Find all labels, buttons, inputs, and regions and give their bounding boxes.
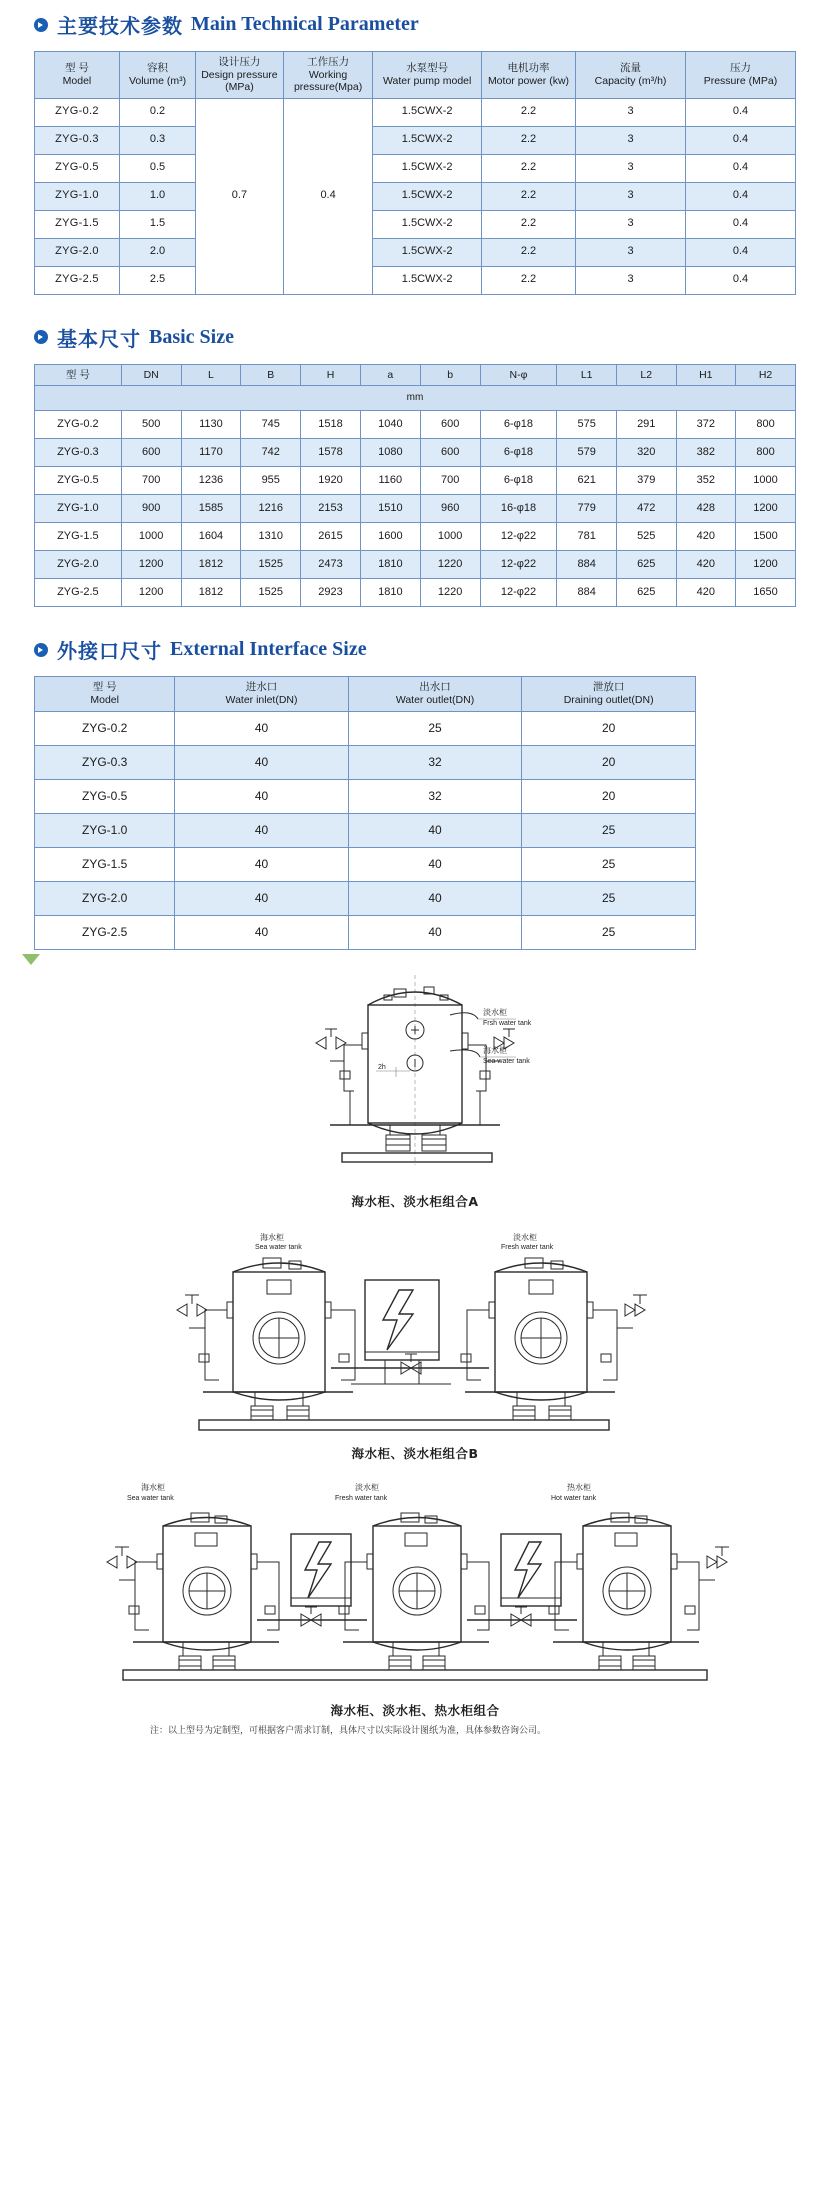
- cell-pump: 1.5CWX-2: [373, 210, 481, 238]
- header-row: [35, 677, 696, 711]
- table-row: [35, 154, 796, 182]
- th-h1: H1: [676, 364, 736, 386]
- th-outlet-cn: 出水口: [419, 681, 451, 694]
- cell-dn: 1000: [121, 523, 181, 551]
- section-heading-technical: [34, 10, 830, 39]
- cell-h1: 420: [676, 523, 736, 551]
- th-pump-model-en: Water pump model: [383, 74, 472, 87]
- table-row: [35, 495, 796, 523]
- footnote: 注：以上型号为定制型，可根据客户需求订制，具体尺寸以实际设计图纸为准，具体参数咨询公司。: [150, 1725, 547, 1736]
- section-title-cn: 外接口尺寸: [57, 639, 162, 664]
- cell-pump: 1.5CWX-2: [373, 238, 481, 266]
- table-header: [35, 52, 796, 99]
- cell-n-phi: 16-φ18: [480, 495, 557, 523]
- label-sea-water-tank-en: Sea water tank: [255, 1243, 302, 1251]
- label-fresh-water-tank-cn: 淡水柜: [513, 1232, 537, 1242]
- diagram-a-svg: [135, 971, 695, 1186]
- basic-size-table: [34, 364, 796, 608]
- th-pressure-en: Pressure (MPa): [703, 74, 778, 87]
- section-title-cn: 主要技术参数: [57, 14, 183, 38]
- figures-section: [0, 971, 830, 1739]
- cell-inlet: 40: [175, 711, 348, 745]
- cell-model: ZYG-1.5: [35, 210, 120, 238]
- cell-drain: 25: [522, 915, 696, 949]
- cell-capacity: 3: [576, 266, 686, 294]
- table-row: [35, 266, 796, 294]
- cell-model: ZYG-0.3: [35, 126, 120, 154]
- th-outlet-en: Water outlet(DN): [395, 693, 475, 706]
- cell-dn: 900: [121, 495, 181, 523]
- cell-h2: 1500: [736, 523, 796, 551]
- label-fresh-water-tank-en: Fresh water tank: [501, 1243, 554, 1251]
- cell-pressure: 0.4: [685, 182, 795, 210]
- cell-l1: 579: [557, 439, 617, 467]
- label-fresh-water-tank-en: Fresh water tank: [335, 1494, 388, 1502]
- cell-l: 1812: [181, 551, 241, 579]
- cell-drain: 20: [522, 711, 696, 745]
- cell-volume: 2.5: [119, 266, 195, 294]
- table-body: [35, 98, 796, 294]
- cell-inlet: 40: [175, 779, 348, 813]
- cell-pressure: 0.4: [685, 154, 795, 182]
- cell-motor: 2.2: [481, 98, 575, 126]
- cell-l1: 575: [557, 411, 617, 439]
- cell-model: ZYG-0.2: [35, 98, 120, 126]
- cell-l2: 291: [616, 411, 676, 439]
- cell-inlet: 40: [175, 813, 348, 847]
- label-fresh-water-tank-cn: 淡水柜: [355, 1482, 379, 1492]
- cell-a: 1810: [360, 551, 420, 579]
- cell-dn: 1200: [121, 551, 181, 579]
- cell-drain: 20: [522, 745, 696, 779]
- cell-l2: 625: [616, 551, 676, 579]
- table-body: [35, 411, 796, 607]
- table-row: [35, 411, 796, 439]
- cell-l1: 621: [557, 467, 617, 495]
- table-row: [35, 467, 796, 495]
- table-row: [35, 126, 796, 154]
- cell-b-lower: 700: [420, 467, 480, 495]
- th-pressure: [685, 52, 795, 99]
- cell-inlet: 40: [175, 881, 348, 915]
- section-title-cn: 基本尺寸: [57, 326, 141, 351]
- table-row: [35, 523, 796, 551]
- cell-h1: 382: [676, 439, 736, 467]
- cell-h2: 800: [736, 439, 796, 467]
- cell-h: 2473: [301, 551, 361, 579]
- th-l: L: [181, 364, 241, 386]
- th-model: 型 号: [35, 364, 122, 386]
- th-capacity-en: Capacity (m³/h): [594, 74, 667, 87]
- figure-c-labels: [127, 1482, 597, 1502]
- section-title-en: Main Technical Parameter: [191, 13, 419, 35]
- cell-pump: 1.5CWX-2: [373, 126, 481, 154]
- th-a: a: [360, 364, 420, 386]
- cell-h: 2153: [301, 495, 361, 523]
- th-model: [35, 677, 175, 711]
- cell-l1: 884: [557, 579, 617, 607]
- th-b-lower: b: [420, 364, 480, 386]
- cell-l: 1236: [181, 467, 241, 495]
- th-capacity-cn: 流量: [620, 62, 642, 75]
- cell-pressure: 0.4: [685, 210, 795, 238]
- cell-motor: 2.2: [481, 126, 575, 154]
- cell-l: 1604: [181, 523, 241, 551]
- label-sea-water-tank-en: Sea water tank: [483, 1057, 530, 1065]
- cell-n-phi: 12-φ22: [480, 523, 557, 551]
- cell-h: 1578: [301, 439, 361, 467]
- cell-b: 955: [241, 467, 301, 495]
- cell-motor: 2.2: [481, 154, 575, 182]
- cell-pump: 1.5CWX-2: [373, 98, 481, 126]
- label-sea-water-tank-en: Sea water tank: [127, 1494, 174, 1502]
- basic-size-table-wrap: [34, 364, 830, 608]
- cell-h2: 1200: [736, 551, 796, 579]
- label-fresh-water-tank-cn: 淡水柜: [483, 1007, 507, 1017]
- cell-h1: 420: [676, 579, 736, 607]
- cell-pressure: 0.4: [685, 98, 795, 126]
- cell-outlet: 40: [348, 813, 522, 847]
- cell-b: 745: [241, 411, 301, 439]
- cell-l2: 472: [616, 495, 676, 523]
- th-model-cn: 型 号: [65, 62, 89, 75]
- cell-l: 1130: [181, 411, 241, 439]
- th-pump-model-cn: 水泵型号: [406, 62, 449, 75]
- label-sea-water-tank-cn: 海水柜: [483, 1045, 507, 1055]
- th-model-en: Model: [62, 74, 92, 87]
- th-l1: L1: [557, 364, 617, 386]
- cell-h2: 800: [736, 411, 796, 439]
- cell-pump: 1.5CWX-2: [373, 154, 481, 182]
- cell-a: 1040: [360, 411, 420, 439]
- cell-h2: 1000: [736, 467, 796, 495]
- cell-pressure: 0.4: [685, 126, 795, 154]
- th-b: B: [241, 364, 301, 386]
- cell-n-phi: 12-φ22: [480, 579, 557, 607]
- th-model-en: Model: [90, 693, 119, 706]
- th-inlet-en: Water inlet(DN): [225, 693, 298, 706]
- cell-capacity: 3: [576, 154, 686, 182]
- table-row: [35, 210, 796, 238]
- cell-model: ZYG-1.0: [35, 813, 175, 847]
- cell-drain: 25: [522, 847, 696, 881]
- cell-b: 1525: [241, 579, 301, 607]
- cell-h: 1518: [301, 411, 361, 439]
- cell-l: 1812: [181, 579, 241, 607]
- table-row: [35, 813, 696, 847]
- section-heading-basic-size: [34, 323, 830, 352]
- th-design-pressure-cn: 设计压力: [218, 56, 261, 68]
- cell-b: 742: [241, 439, 301, 467]
- table-row: [35, 182, 796, 210]
- cell-h2: 1650: [736, 579, 796, 607]
- header-row: [35, 52, 796, 99]
- th-l2: L2: [616, 364, 676, 386]
- cell-b-lower: 600: [420, 411, 480, 439]
- table-row: [35, 238, 796, 266]
- th-outlet: [348, 677, 522, 711]
- cell-capacity: 3: [576, 210, 686, 238]
- unit-row: [35, 386, 796, 411]
- cell-l2: 379: [616, 467, 676, 495]
- figure-combination-b: [0, 1228, 830, 1462]
- figure-a-labels: [483, 1007, 532, 1065]
- figure-combination-a: [0, 971, 830, 1210]
- table-row: [35, 579, 796, 607]
- cell-motor: 2.2: [481, 238, 575, 266]
- figure-combination-c: [0, 1480, 830, 1719]
- cell-inlet: 40: [175, 745, 348, 779]
- cell-b: 1310: [241, 523, 301, 551]
- cell-l1: 781: [557, 523, 617, 551]
- cell-inlet: 40: [175, 915, 348, 949]
- th-model: [35, 52, 120, 99]
- th-drain-cn: 泄放口: [592, 681, 625, 694]
- cell-capacity: 3: [576, 182, 686, 210]
- cell-model: ZYG-0.3: [35, 439, 122, 467]
- table-row: [35, 551, 796, 579]
- th-volume: [119, 52, 195, 99]
- cell-pump: 1.5CWX-2: [373, 182, 481, 210]
- unit-mm: mm: [35, 386, 796, 411]
- cell-a: 1810: [360, 579, 420, 607]
- label-hot-water-tank-en: Hot water tank: [551, 1494, 597, 1502]
- cell-model: ZYG-2.0: [35, 238, 120, 266]
- th-motor-power-cn: 电机功率: [507, 62, 550, 75]
- th-pressure-cn: 压力: [729, 62, 751, 75]
- th-design-pressure-en: Design pressure (MPa): [201, 68, 278, 94]
- cell-working-pressure: 0.4: [283, 98, 373, 294]
- th-working-pressure-cn: 工作压力: [307, 56, 350, 68]
- header-row: [35, 364, 796, 386]
- cell-b-lower: 1220: [420, 579, 480, 607]
- cell-pressure: 0.4: [685, 266, 795, 294]
- cell-n-phi: 12-φ22: [480, 551, 557, 579]
- dim-text: 2h: [378, 1063, 386, 1071]
- cell-drain: 20: [522, 779, 696, 813]
- label-fresh-water-tank-en: Frsh water tank: [483, 1019, 532, 1027]
- cell-model: ZYG-2.5: [35, 266, 120, 294]
- cell-b-lower: 600: [420, 439, 480, 467]
- cell-a: 1080: [360, 439, 420, 467]
- cell-volume: 0.5: [119, 154, 195, 182]
- cell-b-lower: 1220: [420, 551, 480, 579]
- cell-h: 1920: [301, 467, 361, 495]
- cell-volume: 0.3: [119, 126, 195, 154]
- figure-c-caption: 海水柜、淡水柜、热水柜组合: [330, 1702, 500, 1718]
- th-capacity: [576, 52, 686, 99]
- arrow-bullet-icon: [34, 643, 48, 657]
- table-row: [35, 711, 696, 745]
- table-header: [35, 364, 796, 411]
- th-volume-en: Volume (m³): [128, 74, 187, 87]
- technical-table-wrap: [34, 51, 830, 295]
- cell-model: ZYG-0.5: [35, 467, 122, 495]
- cell-model: ZYG-0.3: [35, 745, 175, 779]
- th-working-pressure: [283, 52, 373, 99]
- arrow-bullet-icon: [34, 330, 48, 344]
- figure-a-caption: 海水柜、淡水柜组合A: [351, 1193, 479, 1209]
- cell-model: ZYG-2.5: [35, 915, 175, 949]
- th-h2: H2: [736, 364, 796, 386]
- cell-outlet: 40: [348, 847, 522, 881]
- cell-model: ZYG-2.5: [35, 579, 122, 607]
- cell-capacity: 3: [576, 98, 686, 126]
- cell-n-phi: 6-φ18: [480, 467, 557, 495]
- table-row: [35, 881, 696, 915]
- cell-volume: 0.2: [119, 98, 195, 126]
- table-row: [35, 847, 696, 881]
- cell-model: ZYG-1.5: [35, 847, 175, 881]
- table-body: [35, 711, 696, 949]
- cell-b-lower: 960: [420, 495, 480, 523]
- cell-volume: 1.0: [119, 182, 195, 210]
- cell-volume: 2.0: [119, 238, 195, 266]
- arrow-bullet-icon: [34, 18, 48, 32]
- th-inlet-cn: 进水口: [245, 681, 278, 694]
- section-title-en: Basic Size: [149, 325, 234, 348]
- th-working-pressure-en: Working pressure(Mpa): [293, 68, 363, 94]
- cell-model: ZYG-0.2: [35, 411, 122, 439]
- cell-h: 2923: [301, 579, 361, 607]
- cell-model: ZYG-0.2: [35, 711, 175, 745]
- cell-outlet: 40: [348, 915, 522, 949]
- external-interface-table: [34, 676, 696, 949]
- cell-motor: 2.2: [481, 182, 575, 210]
- th-dn: DN: [121, 364, 181, 386]
- cell-capacity: 3: [576, 238, 686, 266]
- cell-h1: 372: [676, 411, 736, 439]
- cell-model: ZYG-1.5: [35, 523, 122, 551]
- cell-dn: 600: [121, 439, 181, 467]
- cell-h1: 428: [676, 495, 736, 523]
- cell-capacity: 3: [576, 126, 686, 154]
- th-pump-model: [373, 52, 481, 99]
- th-model-cn: 型 号: [92, 681, 117, 694]
- cell-inlet: 40: [175, 847, 348, 881]
- cell-outlet: 32: [348, 745, 522, 779]
- th-n-phi: N-φ: [480, 364, 557, 386]
- figure-b-labels: [255, 1232, 554, 1251]
- cell-l2: 625: [616, 579, 676, 607]
- cell-h1: 420: [676, 551, 736, 579]
- label-hot-water-tank-cn: 热水柜: [567, 1482, 591, 1492]
- label-sea-water-tank-cn: 海水柜: [260, 1232, 284, 1242]
- th-volume-cn: 容积: [147, 62, 169, 75]
- cell-outlet: 25: [348, 711, 522, 745]
- cell-b: 1216: [241, 495, 301, 523]
- diagram-b-svg: [105, 1228, 725, 1438]
- cell-l1: 779: [557, 495, 617, 523]
- cell-model: ZYG-0.5: [35, 779, 175, 813]
- cell-pump: 1.5CWX-2: [373, 266, 481, 294]
- table-row: [35, 98, 796, 126]
- cell-l: 1585: [181, 495, 241, 523]
- cell-h1: 352: [676, 467, 736, 495]
- cell-outlet: 40: [348, 881, 522, 915]
- cell-model: ZYG-2.0: [35, 881, 175, 915]
- th-drain-en: Draining outlet(DN): [563, 693, 654, 706]
- cell-n-phi: 6-φ18: [480, 411, 557, 439]
- cell-motor: 2.2: [481, 266, 575, 294]
- cell-b: 1525: [241, 551, 301, 579]
- cell-dn: 1200: [121, 579, 181, 607]
- cell-design-pressure: 0.7: [196, 98, 284, 294]
- cell-l1: 884: [557, 551, 617, 579]
- cell-h2: 1200: [736, 495, 796, 523]
- cell-pressure: 0.4: [685, 238, 795, 266]
- cell-l2: 525: [616, 523, 676, 551]
- cell-a: 1600: [360, 523, 420, 551]
- cell-b-lower: 1000: [420, 523, 480, 551]
- cell-model: ZYG-1.0: [35, 495, 122, 523]
- cell-model: ZYG-1.0: [35, 182, 120, 210]
- table-row: [35, 745, 696, 779]
- technical-parameter-table: [34, 51, 796, 295]
- table-row: [35, 915, 696, 949]
- cell-a: 1160: [360, 467, 420, 495]
- cell-a: 1510: [360, 495, 420, 523]
- diagram-c-svg: [45, 1480, 785, 1695]
- th-motor-power: [481, 52, 575, 99]
- table-header: [35, 677, 696, 711]
- th-inlet: [175, 677, 348, 711]
- cell-l: 1170: [181, 439, 241, 467]
- label-sea-water-tank-cn: 海水柜: [141, 1482, 165, 1492]
- section-heading-external-interface: [34, 635, 830, 664]
- th-motor-power-en: Motor power (kw): [487, 74, 570, 87]
- cell-h: 2615: [301, 523, 361, 551]
- cell-n-phi: 6-φ18: [480, 439, 557, 467]
- figure-b-caption: 海水柜、淡水柜组合B: [351, 1445, 479, 1461]
- th-design-pressure: [196, 52, 284, 99]
- cell-model: ZYG-2.0: [35, 551, 122, 579]
- cell-motor: 2.2: [481, 210, 575, 238]
- cell-dn: 500: [121, 411, 181, 439]
- th-drain: [522, 677, 696, 711]
- cell-drain: 25: [522, 813, 696, 847]
- table-row: [35, 439, 796, 467]
- cell-dn: 700: [121, 467, 181, 495]
- cell-l2: 320: [616, 439, 676, 467]
- cell-outlet: 32: [348, 779, 522, 813]
- cell-drain: 25: [522, 881, 696, 915]
- green-triangle-icon: [22, 954, 40, 965]
- cell-volume: 1.5: [119, 210, 195, 238]
- th-h: H: [301, 364, 361, 386]
- cell-model: ZYG-0.5: [35, 154, 120, 182]
- table-row: [35, 779, 696, 813]
- section-title-en: External Interface Size: [170, 638, 367, 661]
